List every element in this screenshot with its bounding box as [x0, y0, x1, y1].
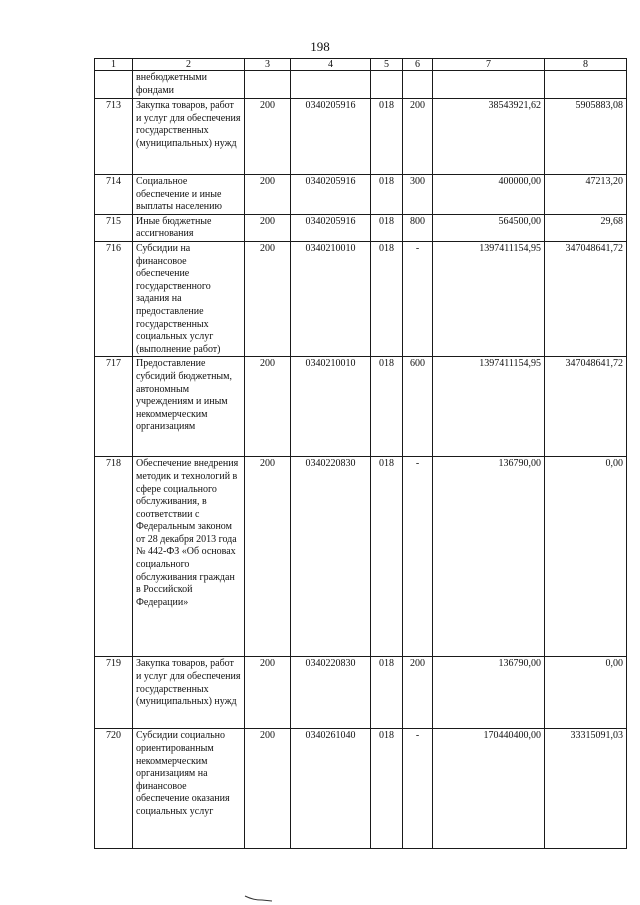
cell-col3 — [245, 71, 291, 99]
table-row — [95, 214, 627, 241]
table-row — [95, 457, 627, 657]
cell-col5: 018 — [371, 357, 403, 457]
cell-col5: 018 — [371, 241, 403, 356]
table-row — [95, 175, 627, 215]
row-name: Закупка товаров, работ и услуг для обеспечения государственных (муниципальных) нужд — [133, 99, 245, 175]
cell-col6: - — [403, 729, 433, 849]
row-name: Субсидии на финансовое обеспечение государственного задания на предоставление государственных социальных услуг (выполнение работ) — [133, 241, 245, 356]
cell-col5 — [371, 71, 403, 99]
cell-col7 — [433, 71, 545, 99]
cell-col5: 018 — [371, 657, 403, 729]
column-header: 5 — [371, 59, 403, 71]
row-number: 716 — [95, 241, 133, 356]
row-number: 718 — [95, 457, 133, 657]
cell-col8: 33315091,03 — [545, 729, 627, 849]
cell-col4: 0340205916 — [291, 214, 371, 241]
table-row — [95, 729, 627, 849]
row-name: Обеспечение внедрения методик и технологий в сфере социального обслуживания, в соответствии с Федеральным законом от 28 декабря 2013 года № 442-ФЗ «Об основах социального обслуживания граждан в Российской Федерации» — [133, 457, 245, 657]
cell-col4: 0340220830 — [291, 457, 371, 657]
row-number: 720 — [95, 729, 133, 849]
cell-col5: 018 — [371, 175, 403, 215]
column-header: 3 — [245, 59, 291, 71]
cell-col5: 018 — [371, 214, 403, 241]
cell-col4: 0340210010 — [291, 357, 371, 457]
cell-col3: 200 — [245, 357, 291, 457]
row-name: Закупка товаров, работ и услуг для обеспечения государственных (муниципальных) нужд — [133, 657, 245, 729]
row-name: Предоставление субсидий бюджетным, автономным учреждениям и иным некоммерческим организациям — [133, 357, 245, 457]
row-name: Субсидии социально ориентированным некоммерческим организациям на финансовое обеспечение оказания социальных услуг — [133, 729, 245, 849]
column-header: 8 — [545, 59, 627, 71]
table-row — [95, 357, 627, 457]
cell-col8: 0,00 — [545, 457, 627, 657]
cell-col6: 800 — [403, 214, 433, 241]
table-row — [95, 99, 627, 175]
cell-col4 — [291, 71, 371, 99]
table-row — [95, 71, 627, 99]
cell-col7: 170440400,00 — [433, 729, 545, 849]
row-number: 717 — [95, 357, 133, 457]
cell-col7: 136790,00 — [433, 657, 545, 729]
cell-col8: 47213,20 — [545, 175, 627, 215]
cell-col7: 400000,00 — [433, 175, 545, 215]
row-number: 719 — [95, 657, 133, 729]
row-number: 715 — [95, 214, 133, 241]
row-name: внебюджетными фондами — [133, 71, 245, 99]
header-row — [95, 59, 627, 71]
cell-col6 — [403, 71, 433, 99]
cell-col8: 0,00 — [545, 657, 627, 729]
column-header: 4 — [291, 59, 371, 71]
row-number: 713 — [95, 99, 133, 175]
cell-col3: 200 — [245, 241, 291, 356]
row-number: 714 — [95, 175, 133, 215]
table-row — [95, 241, 627, 356]
column-header: 6 — [403, 59, 433, 71]
column-header: 1 — [95, 59, 133, 71]
cell-col6: - — [403, 241, 433, 356]
cell-col6: - — [403, 457, 433, 657]
row-name: Иные бюджетные ассигнования — [133, 214, 245, 241]
cell-col7: 136790,00 — [433, 457, 545, 657]
cell-col5: 018 — [371, 729, 403, 849]
cell-col4: 0340210010 — [291, 241, 371, 356]
cell-col8: 5905883,08 — [545, 99, 627, 175]
cell-col7: 1397411154,95 — [433, 241, 545, 356]
cell-col8: 29,68 — [545, 214, 627, 241]
column-header: 2 — [133, 59, 245, 71]
cell-col4: 0340220830 — [291, 657, 371, 729]
row-name: Социальное обеспечение и иные выплаты населению — [133, 175, 245, 215]
table-row — [95, 657, 627, 729]
cell-col7: 1397411154,95 — [433, 357, 545, 457]
cell-col6: 300 — [403, 175, 433, 215]
cell-col8: 347048641,72 — [545, 241, 627, 356]
cell-col5: 018 — [371, 457, 403, 657]
budget-table — [94, 58, 627, 849]
cell-col8: 347048641,72 — [545, 357, 627, 457]
cell-col4: 0340205916 — [291, 175, 371, 215]
cell-col3: 200 — [245, 99, 291, 175]
cell-col8 — [545, 71, 627, 99]
row-number — [95, 71, 133, 99]
cell-col5: 018 — [371, 99, 403, 175]
cell-col6: 600 — [403, 357, 433, 457]
cell-col7: 564500,00 — [433, 214, 545, 241]
column-header: 7 — [433, 59, 545, 71]
cell-col3: 200 — [245, 214, 291, 241]
cell-col3: 200 — [245, 729, 291, 849]
cell-col3: 200 — [245, 657, 291, 729]
cell-col7: 38543921,62 — [433, 99, 545, 175]
cell-col4: 0340261040 — [291, 729, 371, 849]
cell-col3: 200 — [245, 457, 291, 657]
page-number: 198 — [310, 39, 330, 54]
cell-col4: 0340205916 — [291, 99, 371, 175]
cell-col3: 200 — [245, 175, 291, 215]
cell-col6: 200 — [403, 99, 433, 175]
handwritten-mark — [244, 894, 274, 902]
cell-col6: 200 — [403, 657, 433, 729]
